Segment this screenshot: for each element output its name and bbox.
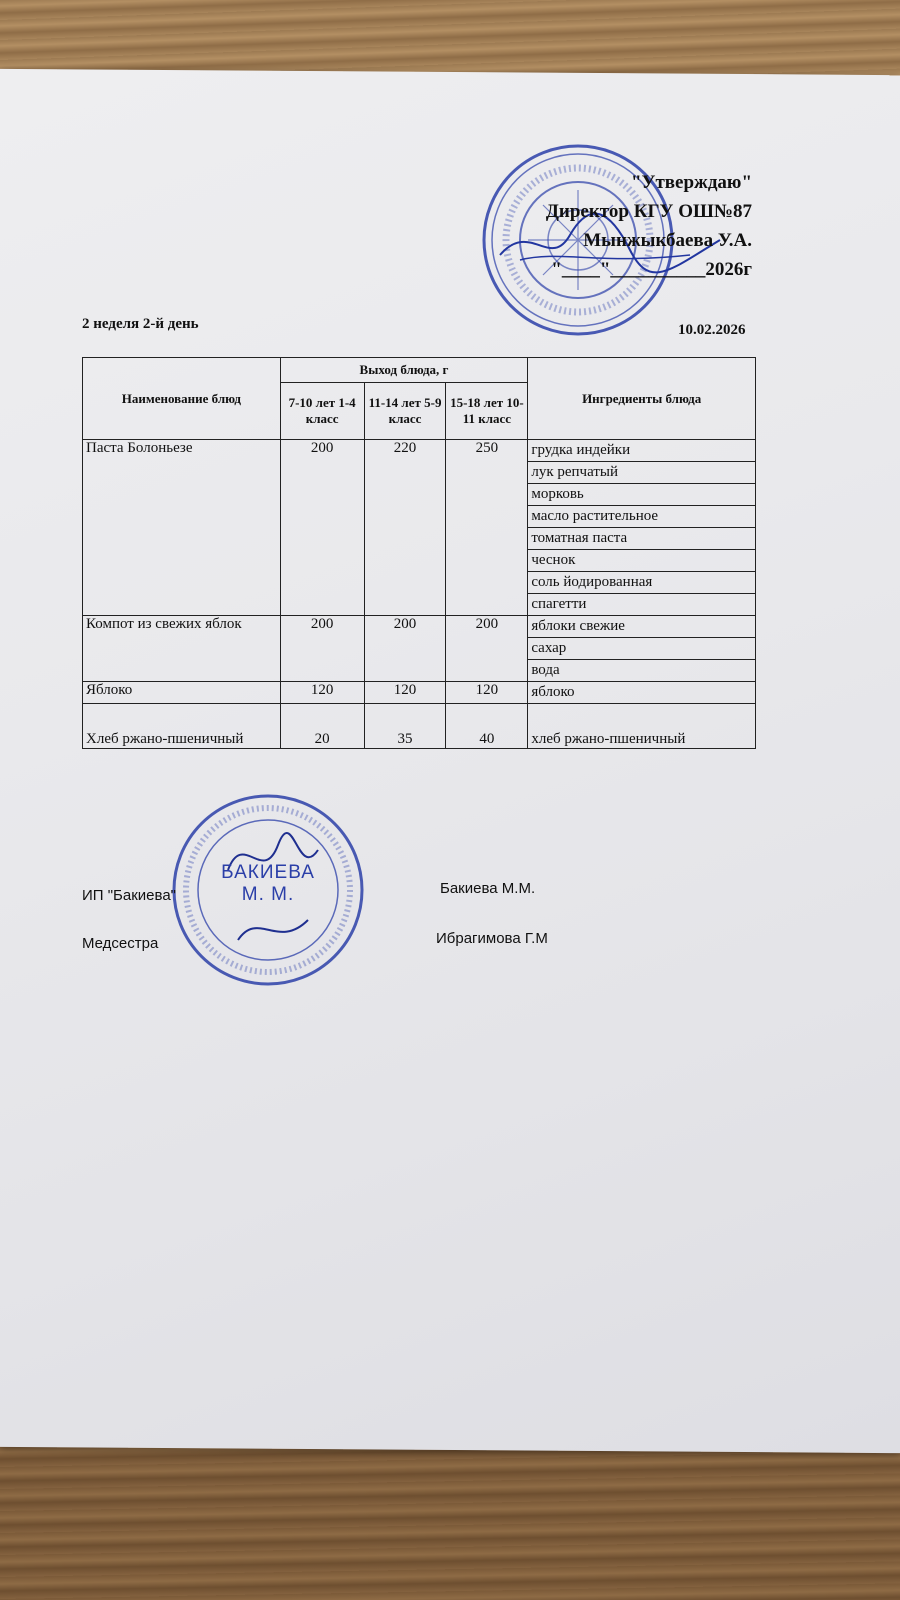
dish-name: Хлеб ржано-пшеничный (83, 704, 281, 749)
table-row (83, 682, 756, 704)
organization-label: ИП "Бакиева" (82, 887, 176, 904)
document-sheet (0, 69, 900, 1453)
portion-value: 120 (280, 682, 364, 704)
ingredient: морковь (528, 484, 756, 506)
header-output: Выход блюда, г (280, 358, 528, 383)
portion-value: 20 (280, 704, 364, 749)
approval-position: Директор КГУ ОШ№87 (545, 201, 752, 222)
portion-value: 200 (364, 616, 446, 682)
portion-value: 250 (446, 440, 528, 616)
stamp-text (212, 862, 324, 906)
header-age-11-14: 11-14 лет 5-9 класс (364, 383, 446, 440)
menu-table (82, 357, 756, 749)
ingredient: масло растительное (528, 506, 756, 528)
ingredient: соль йодированная (528, 572, 756, 594)
table-row (83, 616, 756, 638)
header-dish: Наименование блюд (83, 358, 281, 440)
ingredient: яблоки свежие (528, 616, 756, 638)
approval-block (546, 168, 752, 284)
header-age-7-10: 7-10 лет 1-4 класс (280, 383, 364, 440)
portion-value: 35 (364, 704, 446, 749)
menu-week-day: 2 неделя 2-й день (82, 316, 199, 332)
ingredient: сахар (528, 638, 756, 660)
wood-background-top (0, 0, 900, 80)
ingredient: хлеб ржано-пшеничный (528, 704, 756, 749)
approval-title: "Утверждаю" (630, 172, 752, 193)
header-age-15-18: 15-18 лет 10-11 класс (446, 383, 528, 440)
approval-date-line: "____"__________2026г (551, 259, 752, 280)
ingredient: яблоко (528, 682, 756, 704)
portion-value: 200 (280, 616, 364, 682)
table-row (83, 440, 756, 462)
wood-background-bottom (0, 1445, 900, 1600)
ingredient: чеснок (528, 550, 756, 572)
dish-name: Яблоко (83, 682, 281, 704)
portion-value: 40 (446, 704, 528, 749)
ingredient: лук репчатый (528, 462, 756, 484)
stamp-name: БАКИЕВА (221, 862, 315, 883)
dish-name: Паста Болоньезе (83, 440, 281, 616)
portion-value: 200 (280, 440, 364, 616)
ingredient: грудка индейки (528, 440, 756, 462)
table-row (83, 704, 756, 749)
approval-director-name: Мынжыкбаева У.А. (583, 230, 752, 251)
organization-person: Бакиева М.М. (440, 880, 536, 897)
portion-value: 200 (446, 616, 528, 682)
portion-value: 220 (364, 440, 446, 616)
nurse-label: Медсестра (82, 935, 159, 952)
stamp-initials: М. М. (241, 884, 295, 905)
ingredient: томатная паста (528, 528, 756, 550)
portion-value: 120 (446, 682, 528, 704)
dish-name: Компот из свежих яблок (83, 616, 281, 682)
table-header-row (83, 358, 756, 383)
portion-value: 120 (364, 682, 446, 704)
menu-date: 10.02.2026 (678, 322, 746, 338)
ingredient: спагетти (528, 594, 756, 616)
header-ingredients: Ингредиенты блюда (528, 358, 756, 440)
nurse-person: Ибрагимова Г.М (436, 930, 548, 947)
ingredient: вода (528, 660, 756, 682)
